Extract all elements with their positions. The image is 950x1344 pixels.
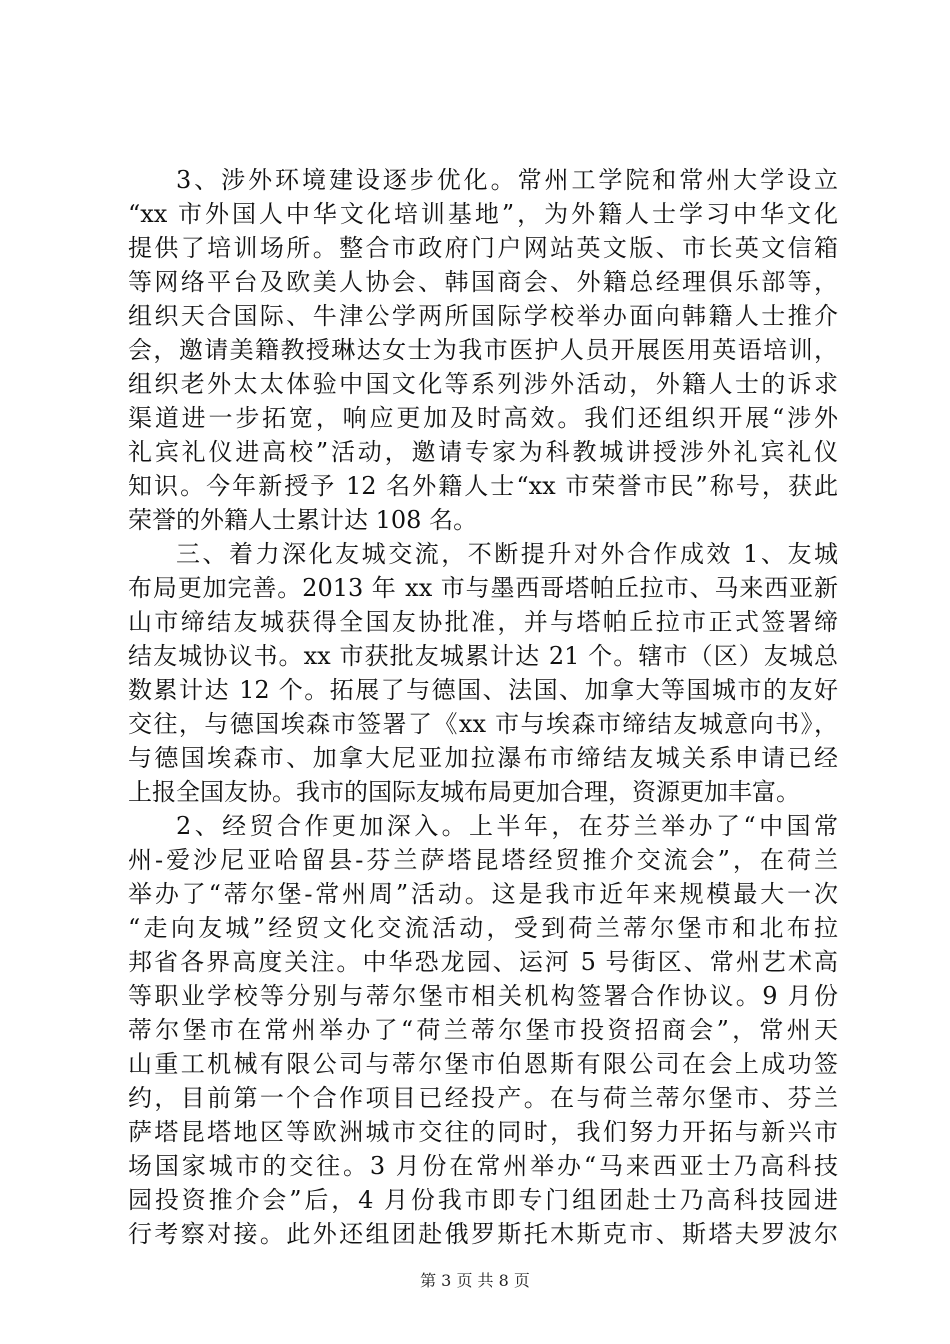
text-line: 渠道进一步拓宽，响应更加及时高效。我们还组织开展“涉外 bbox=[128, 404, 838, 432]
text-line: 3、涉外环境建设逐步优化。常州工学院和常州大学设立 bbox=[176, 166, 838, 194]
text-line: 州-爱沙尼亚哈留县-芬兰萨塔昆塔经贸推介交流会”，在荷兰 bbox=[128, 846, 838, 874]
text-line: 2、经贸合作更加深入。上半年，在芬兰举办了“中国常 bbox=[176, 812, 838, 840]
text-line: 上报全国友协。我市的国际友城布局更加合理，资源更加丰富。 bbox=[128, 778, 800, 806]
text-line: 等职业学校等分别与蒂尔堡市相关机构签署合作协议。9 月份 bbox=[128, 982, 838, 1010]
text-line: 山市缔结友城获得全国友协批准，并与塔帕丘拉市正式签署缔 bbox=[128, 608, 838, 636]
text-line: 会，邀请美籍教授琳达女士为我市医护人员开展医用英语培训， bbox=[128, 336, 838, 364]
text-line: 提供了培训场所。整合市政府门户网站英文版、市长英文信箱 bbox=[128, 234, 838, 262]
text-line: 布局更加完善。2013 年 xx 市与墨西哥塔帕丘拉市、马来西亚新 bbox=[128, 574, 838, 602]
text-line: 等网络平台及欧美人协会、韩国商会、外籍总经理俱乐部等， bbox=[128, 268, 838, 296]
text-line: 荣誉的外籍人士累计达 108 名。 bbox=[128, 506, 478, 534]
text-line: 场国家城市的交往。3 月份在常州举办“马来西亚士乃高科技 bbox=[128, 1152, 838, 1180]
text-line: “走向友城”经贸文化交流活动，受到荷兰蒂尔堡市和北布拉 bbox=[128, 914, 838, 942]
text-line: 山重工机械有限公司与蒂尔堡市伯恩斯有限公司在会上成功签 bbox=[128, 1050, 838, 1078]
text-line: 结友城协议书。xx 市获批友城累计达 21 个。辖市（区）友城总 bbox=[128, 642, 838, 670]
text-line: “xx 市外国人中华文化培训基地”，为外籍人士学习中华文化 bbox=[128, 200, 838, 228]
text-line: 礼宾礼仪进高校”活动，邀请专家为科教城讲授涉外礼宾礼仪 bbox=[128, 438, 838, 466]
text-line: 约，目前第一个合作项目已经投产。在与荷兰蒂尔堡市、芬兰 bbox=[128, 1084, 838, 1112]
text-line: 组织老外太太体验中国文化等系列涉外活动，外籍人士的诉求 bbox=[128, 370, 838, 398]
text-line: 三、着力深化友城交流，不断提升对外合作成效 1、友城 bbox=[176, 540, 838, 568]
text-line: 与德国埃森市、加拿大尼亚加拉瀑布市缔结友城关系申请已经 bbox=[128, 744, 838, 772]
text-line: 知识。今年新授予 12 名外籍人士“xx 市荣誉市民”称号，获此 bbox=[128, 472, 838, 500]
page-number-footer: 第 3 页 共 8 页 bbox=[420, 1271, 530, 1290]
text-line: 数累计达 12 个。拓展了与德国、法国、加拿大等国城市的友好 bbox=[128, 676, 838, 704]
text-line: 组织天合国际、牛津公学两所国际学校举办面向韩籍人士推介 bbox=[128, 302, 838, 330]
text-line: 蒂尔堡市在常州举办了“荷兰蒂尔堡市投资招商会”，常州天 bbox=[128, 1016, 838, 1044]
paragraph-foreign-environment bbox=[128, 163, 838, 537]
paragraph-trade-cooperation bbox=[128, 809, 838, 1251]
text-line: 举办了“蒂尔堡-常州周”活动。这是我市近年来规模最大一次 bbox=[128, 880, 838, 908]
text-line: 交往，与德国埃森市签署了《xx 市与埃森市缔结友城意向书》， bbox=[128, 710, 838, 738]
text-line: 园投资推介会”后，4 月份我市即专门组团赴士乃高科技园进 bbox=[128, 1186, 838, 1214]
text-line: 邦省各界高度关注。中华恐龙园、运河 5 号街区、常州艺术高 bbox=[128, 948, 838, 976]
text-line: 萨塔昆塔地区等欧洲城市交往的同时，我们努力开拓与新兴市 bbox=[128, 1118, 838, 1146]
text-line: 行考察对接。此外还组团赴俄罗斯托木斯克市、斯塔夫罗波尔 bbox=[128, 1220, 838, 1248]
paragraph-sister-cities bbox=[128, 537, 838, 809]
